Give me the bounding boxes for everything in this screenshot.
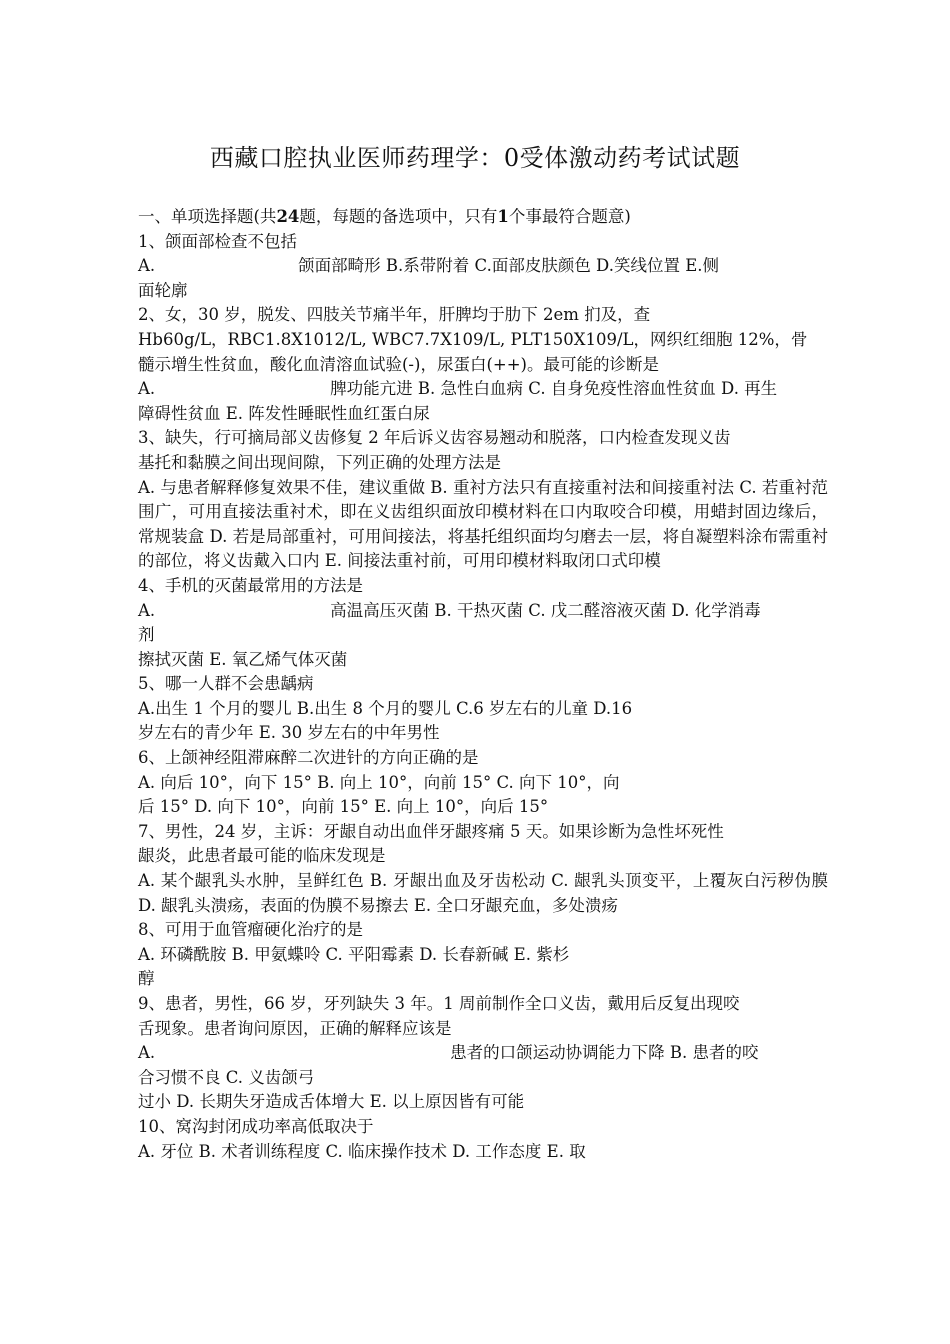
- question-options: 障碍性贫血 E. 阵发性睡眠性血红蛋白尿: [138, 403, 430, 423]
- question-stem: 7、男性，24 岁，主诉：牙龈自动出血伴牙龈疼痛 5 天。如果诊断为急性坏死性: [138, 821, 724, 841]
- page-title: 西藏口腔执业医师药理学：0受体激动药考试试题: [209, 144, 741, 172]
- question-options: A. 环磷酰胺 B. 甲氨蝶呤 C. 平阳霉素 D. 长春新碱 E. 紫杉: [138, 944, 570, 964]
- question-stem: 4、手机的灭菌最常用的方法是: [138, 575, 363, 595]
- question-stem: 9、患者，男性，66 岁，牙列缺失 3 年。1 周前制作全口义齿，戴用后反复出现咬: [138, 994, 740, 1013]
- question-options: 后 15° D. 向下 10°，向前 15° E. 向上 10°，向后 15°: [138, 797, 549, 817]
- question-stem: 舌现象。患者询问原因，正确的解释应该是: [138, 1018, 452, 1038]
- document-body: [138, 205, 828, 1164]
- question-stem: 10、窝沟封闭成功率高低取决于: [138, 1116, 374, 1136]
- question-stem: 龈炎，此患者最可能的临床发现是: [138, 846, 386, 866]
- question-stem: 5、哪一人群不会患龋病: [138, 674, 314, 694]
- section-heading: 一、单项选择题(共24题，每题的备选项中，只有1个事最符合题意): [138, 207, 631, 226]
- question-options: A. 颌面部畸形 B.系带附着 C.面部皮肤颜色 D.笑线位置 E.侧: [138, 256, 719, 276]
- question-options: 醇: [138, 969, 155, 989]
- question-stem: 8、可用于血管瘤硬化治疗的是: [138, 920, 363, 940]
- question-options: A. 患者的口颌运动协调能力下降 B. 患者的咬: [138, 1043, 759, 1063]
- question-options: 岁左右的青少年 E. 30 岁左右的中年男性: [138, 723, 440, 743]
- question-options: 合习惯不良 C. 义齿颌弓: [138, 1067, 315, 1087]
- question-options: A. 与患者解释修复效果不佳，建议重做 B. 重衬方法只有直接重衬法和间接重衬法 C. 若重衬范围广，可用直接法重衬术，即在义齿组织面放印模材料在口内取咬合印模，用蜡封固边缘后，常规装盒 D. 若是局部重衬，可用间接法，将基托组织面均匀磨去一层，将自凝塑料涂布需重衬的部位，将义齿戴入口内 E. 间接法重衬前，可用印模材料取闭口式印模: [138, 477, 828, 571]
- question-stem: Hb60g/L，RBC1.8X1012/L, WBC7.7X109/L, PLT150X109/L，网织红细胞 12%，骨: [138, 329, 808, 349]
- question-options: A. 牙位 B. 术者训练程度 C. 临床操作技术 D. 工作态度 E. 取: [138, 1141, 586, 1161]
- question-options: 面轮廓: [138, 280, 188, 300]
- question-options: A. 脾功能亢进 B. 急性白血病 C. 自身免疫性溶血性贫血 D. 再生: [138, 379, 778, 399]
- question-stem: 3、缺失，行可摘局部义齿修复 2 年后诉义齿容易翘动和脱落，口内检查发现义齿: [138, 428, 731, 448]
- question-stem: 1、颌面部检查不包括: [138, 231, 297, 251]
- question-stem: 2、女，30 岁，脱发、四肢关节痛半年，肝脾均于肋下 2em 扪及，查: [138, 305, 651, 325]
- question-stem: 基托和黏膜之间出现间隙，下列正确的处理方法是: [138, 452, 501, 472]
- question-options: A.出生 1 个月的婴儿 B.出生 8 个月的婴儿 C.6 岁左右的儿童 D.16: [138, 698, 633, 718]
- question-options: 过小 D. 长期失牙造成舌体增大 E. 以上原因皆有可能: [138, 1092, 525, 1112]
- question-options: 擦拭灭菌 E. 氧乙烯气体灭菌: [138, 649, 348, 669]
- question-options: A. 向后 10°，向下 15° B. 向上 10°，向前 15° C. 向下 10°，向: [138, 772, 620, 792]
- question-options: A. 高温高压灭菌 B. 干热灭菌 C. 戊二醛溶液灭菌 D. 化学消毒: [138, 600, 761, 620]
- question-options: A. 某个龈乳头水肿，呈鲜红色 B. 牙龈出血及牙齿松动 C. 龈乳头顶变平，上覆灰白污秽伪膜 D. 龈乳头溃疡，表面的伪膜不易擦去 E. 全口牙龈充血，多处溃疡: [138, 871, 828, 915]
- question-stem: 6、上颌神经阻滞麻醉二次进针的方向正确的是: [138, 748, 479, 768]
- question-options: 剂: [138, 625, 155, 645]
- question-stem: 髓示增生性贫血，酸化血清溶血试验(-)，尿蛋白(++)。最可能的诊断是: [138, 354, 659, 374]
